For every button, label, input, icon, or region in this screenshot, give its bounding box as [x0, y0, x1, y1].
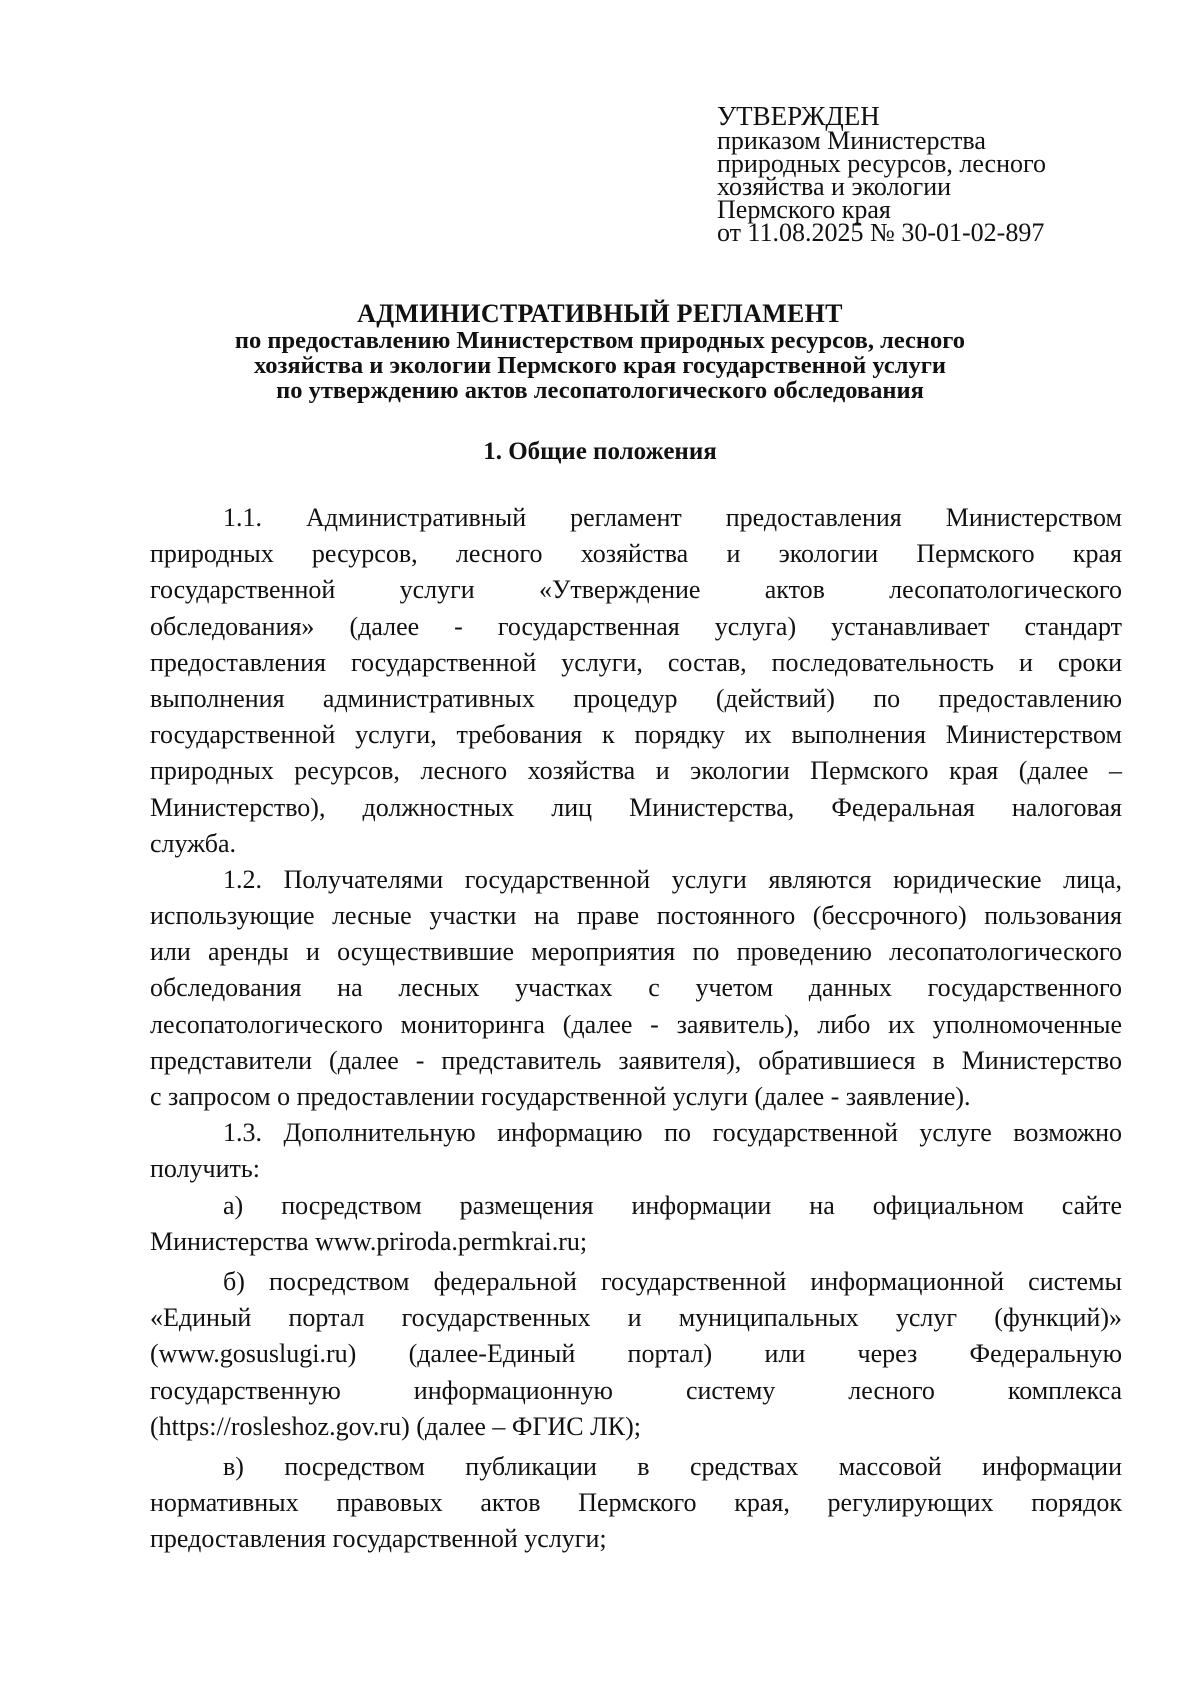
- approval-line: Пермского края: [717, 195, 891, 224]
- paragraph-line: лесопатологического мониторинга (далее - заявитель), либо их уполномоченные: [150, 1009, 1122, 1039]
- paragraph-line: в) посредством публикации в средствах массовой информации: [223, 1451, 1122, 1481]
- paragraph-p1-3-v: [150, 1449, 1122, 1558]
- paragraph-line: 1.2. Получателями государственной услуги являются юридические лица,: [223, 864, 1122, 894]
- document-title-subtitle-line: по утверждению актов лесопатологического обследования: [276, 377, 924, 404]
- paragraph-p1-3: [150, 1115, 1122, 1187]
- document-title-subtitle-line: хозяйства и экологии Пермского края государственной услуги: [253, 352, 947, 379]
- paragraph-line: государственной услуги, требования к порядку их выполнения Министерством: [150, 720, 1122, 750]
- paragraph-line: обследования» (далее - государственная услуга) устанавливает стандарт: [150, 611, 1122, 641]
- approval-order-number: от 11.08.2025 № 30-01-02-897: [717, 218, 1045, 247]
- paragraph-line: б) посредством федеральной государственной информационной системы: [223, 1266, 1122, 1296]
- paragraph-line: государственную информационную систему лесного комплекса: [150, 1375, 1122, 1405]
- paragraph-p1-3-a: [150, 1188, 1122, 1260]
- document-title: [150, 300, 1050, 403]
- paragraph-line: (www.gosuslugi.ru) (далее-Единый портал) или через Федеральную: [150, 1339, 1122, 1369]
- document-title-subtitle-line: по предоставлению Министерством природных ресурсов, лесного: [234, 327, 966, 354]
- approval-block: [717, 101, 1047, 247]
- paragraph-p1-3-b: [150, 1264, 1122, 1445]
- paragraph-line: получить:: [150, 1154, 260, 1184]
- approval-line: хозяйства и экологии: [717, 172, 952, 201]
- paragraph-line: (https://rosleshoz.gov.ru) (далее – ФГИС ЛК);: [150, 1411, 641, 1441]
- paragraph-line: служба.: [150, 828, 237, 858]
- paragraph-line: 1.1. Административный регламент предоставления Министерством: [223, 503, 1122, 532]
- paragraph-line: природных ресурсов, лесного хозяйства и экологии Пермского края: [150, 539, 1122, 569]
- paragraph-line: нормативных правовых актов Пермского края, регулирующих порядок: [150, 1488, 1122, 1518]
- section-heading: 1. Общие положения: [483, 438, 717, 465]
- paragraph-line: Министерство), должностных лиц Министерства, Федеральная налоговая: [150, 792, 1122, 822]
- paragraph-line: использующие лесные участки на праве постоянного (бессрочного) пользования: [150, 901, 1122, 931]
- paragraph-line: предоставления государственной услуги;: [150, 1524, 607, 1554]
- paragraph-line: выполнения административных процедур (действий) по предоставлению: [150, 683, 1122, 713]
- paragraph-line: представители (далее - представитель заявителя), обратившиеся в Министерство: [150, 1045, 1122, 1075]
- approval-heading: УТВЕРЖДЕН: [717, 101, 880, 131]
- paragraph-line: обследования на лесных участках с учетом данных государственного: [150, 973, 1122, 1003]
- paragraph-line: «Единый портал государственных и муниципальных услуг (функций)»: [150, 1303, 1122, 1333]
- paragraph-line: а) посредством размещения информации на официальном сайте: [223, 1190, 1122, 1220]
- paragraph-line: с запросом о предоставлении государственной услуги (далее - заявление).: [150, 1082, 971, 1111]
- paragraph-line: государственной услуги «Утверждение актов лесопатологического: [150, 575, 1122, 605]
- document-title-main: АДМИНИСТРАТИВНЫЙ РЕГЛАМЕНТ: [357, 299, 843, 328]
- document-body: [150, 500, 1122, 1557]
- paragraph-p1-1: [150, 500, 1122, 862]
- paragraph-line: или аренды и осуществившие мероприятия по проведению лесопатологического: [150, 937, 1122, 967]
- paragraph-line: 1.3. Дополнительную информацию по государственной услуге возможно: [223, 1118, 1122, 1148]
- approval-line: приказом Министерства: [717, 126, 986, 155]
- paragraph-p1-2: [150, 862, 1122, 1115]
- paragraph-line: природных ресурсов, лесного хозяйства и экологии Пермского края (далее –: [150, 756, 1122, 786]
- paragraph-line: Министерства www.priroda.permkrai.ru;: [150, 1226, 588, 1256]
- approval-line: природных ресурсов, лесного: [717, 149, 1047, 178]
- paragraph-line: предоставления государственной услуги, состав, последовательность и сроки: [150, 647, 1122, 677]
